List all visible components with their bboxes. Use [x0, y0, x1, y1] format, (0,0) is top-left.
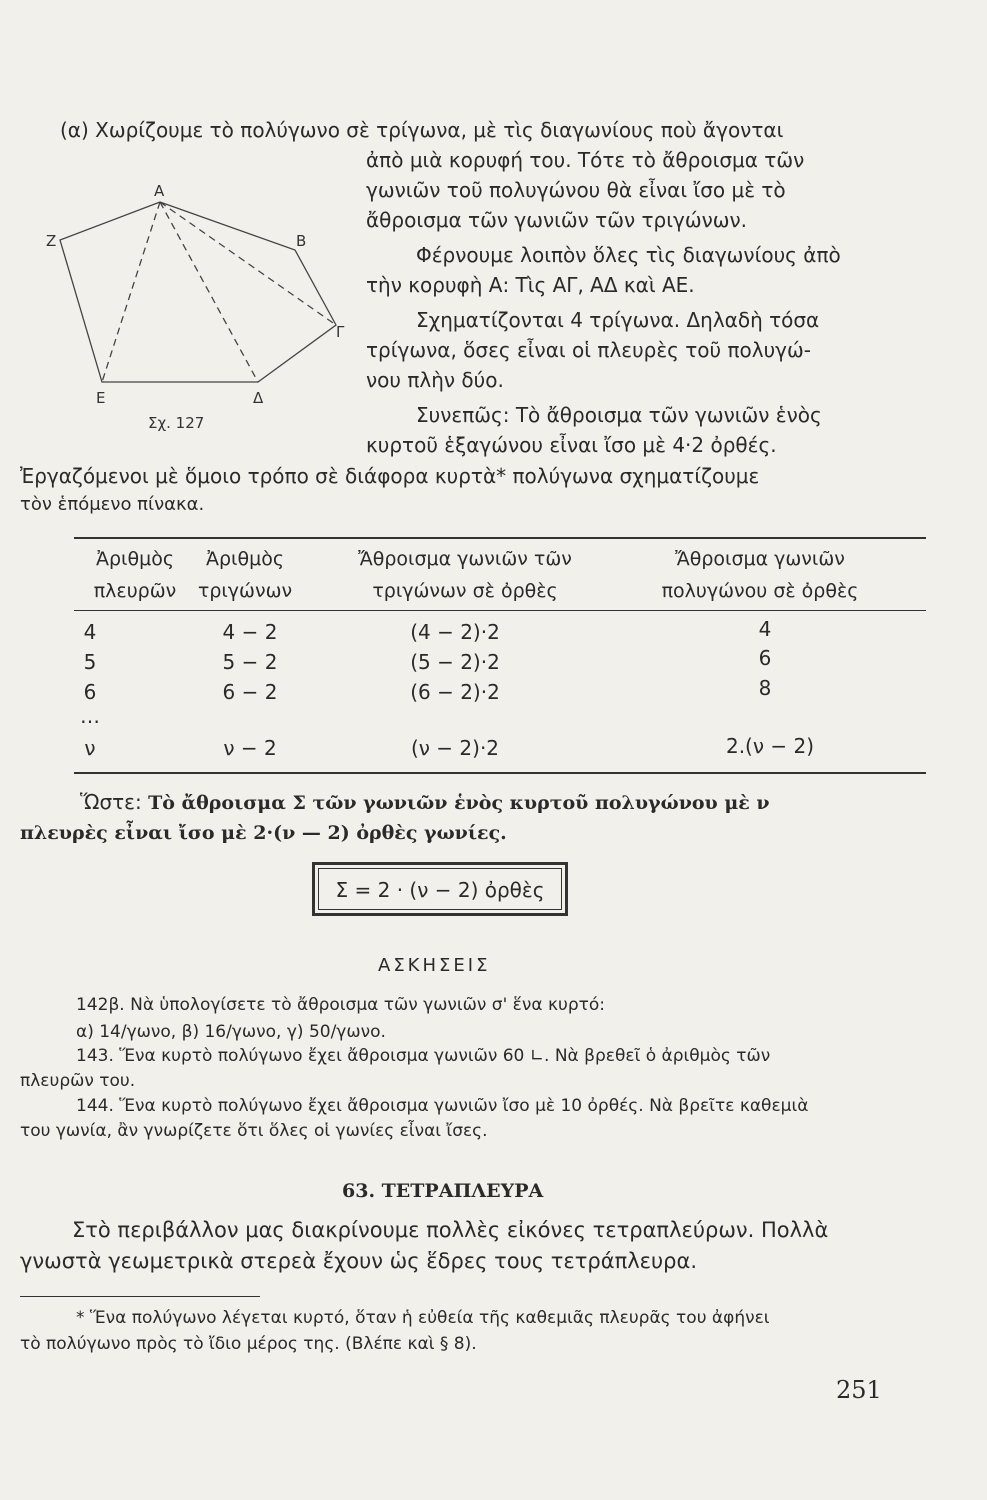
table-cell: 6 − 2	[222, 680, 278, 704]
intro-p4-line-2: κυρτοῦ ἑξαγώνου εἶναι ἴσο μὲ 4·2 ὀρθές.	[366, 433, 777, 457]
intro-line-1: (α) Χωρίζουμε τὸ πολύγωνο σὲ τρίγωνα, μὲ τὶς διαγωνίους ποὺ ἄγονται	[60, 118, 784, 142]
table-header-rule	[74, 610, 926, 611]
footnote-rule	[20, 1296, 260, 1297]
intro-p4-line-1: Συνεπῶς: Τὸ ἄθροισμα τῶν γωνιῶν ἑνὸς	[416, 403, 822, 427]
table-header-triangle-sum-l1: Ἄθροισμα γωνιῶν τῶν	[358, 548, 572, 570]
table-cell: 4 − 2	[222, 620, 278, 644]
table-cell: (6 − 2)·2	[410, 680, 500, 704]
hexagon-outline	[60, 202, 336, 382]
exercise-143-line-2: πλευρῶν του.	[20, 1071, 136, 1091]
vertex-label-B: Β	[296, 232, 307, 250]
table-header-polygon-sum-l2: πολυγώνου σὲ ὀρθὲς	[661, 580, 859, 602]
vertex-label-Z: Ζ	[46, 232, 57, 250]
table-top-rule	[74, 537, 926, 539]
table-cell: 6	[758, 646, 772, 670]
table-header-triangle-sum-l2: τριγώνων σὲ ὀρθὲς	[372, 580, 558, 602]
conclusion-line-1	[80, 790, 770, 815]
footnote-line-2: τὸ πολύγωνο πρὸς τὸ ἴδιο μέρος της. (Βλέπε καὶ § 8).	[20, 1334, 477, 1354]
footnote-line-1: * Ἕνα πολύγωνο λέγεται κυρτό, ὅταν ἡ εὐθεία τῆς καθεμιᾶς πλευρᾶς του ἀφήνει	[76, 1308, 770, 1328]
formula-box	[312, 862, 568, 916]
table-cell: ν − 2	[223, 736, 277, 760]
diagonal-AD	[160, 202, 258, 382]
intro-line-2: ἀπὸ μιὰ κορυφή του. Τότε τὸ ἄθροισμα τῶν	[366, 148, 805, 172]
conclusion-statement-1: Τὸ ἄθροισμα Σ τῶν γωνιῶν ἑνὸς κυρτοῦ πολυγώνου μὲ ν	[148, 792, 770, 814]
table-cell: 5 − 2	[222, 650, 278, 674]
intro-p5-line-2: τὸν ἑπόμενο πίνακα.	[20, 494, 205, 515]
hexagon-figure	[40, 170, 360, 440]
conclusion-prefix: Ὥστε:	[80, 790, 142, 814]
exercise-144-line-1: 144. Ἕνα κυρτὸ πολύγωνο ἔχει ἄθροισμα γωνιῶν ἴσο μὲ 10 ὀρθές. Νὰ βρεῖτε καθεμιὰ	[76, 1096, 809, 1116]
table-header-sides-l2: πλευρῶν	[93, 580, 177, 602]
table-cell: 4	[758, 617, 772, 641]
intro-line-3: γωνιῶν τοῦ πολυγώνου θὰ εἶναι ἴσο μὲ τὸ	[366, 178, 786, 202]
intro-p2-line-1: Φέρνουμε λοιπὸν ὅλες τὶς διαγωνίους ἀπὸ	[416, 243, 841, 267]
table-cell: 5	[83, 650, 97, 674]
exercises-title: ΑΣΚΗΣΕΙΣ	[378, 955, 491, 976]
exercise-144-line-2: του γωνία, ἂν γνωρίζετε ὅτι ὅλες οἱ γωνίες εἶναι ἴσες.	[20, 1121, 488, 1141]
vertex-label-G: Γ	[336, 323, 345, 341]
intro-p3-line-1: Σχηματίζονται 4 τρίγωνα. Δηλαδὴ τόσα	[416, 308, 820, 332]
table-header-polygon-sum-l1: Ἄθροισμα γωνιῶν	[675, 548, 845, 570]
table-cell: …	[80, 704, 100, 728]
figure-caption: Σχ. 127	[148, 414, 205, 432]
table-cell: ν	[84, 736, 96, 760]
table-cell: (ν − 2)·2	[410, 736, 500, 760]
exercise-142-line-1: 142β. Νὰ ὑπολογίσετε τὸ ἄθροισμα τῶν γωνιῶν σ' ἕνα κυρτό:	[76, 995, 605, 1015]
table-bottom-rule	[74, 772, 926, 774]
table-cell: (4 − 2)·2	[410, 620, 500, 644]
intro-line-4: ἄθροισμα τῶν γωνιῶν τῶν τριγώνων.	[366, 208, 748, 232]
intro-p5-line-1: Ἐργαζόμενοι μὲ ὅμοιο τρόπο σὲ διάφορα κυρτὰ* πολύγωνα σχηματίζουμε	[20, 464, 760, 488]
formula: Σ = 2 · (ν − 2) ὀρθὲς	[335, 878, 545, 902]
vertex-label-A: Α	[154, 182, 165, 200]
table-cell: 6	[83, 680, 97, 704]
table-header-sides-l1: Ἀριθμὸς	[96, 548, 174, 570]
conclusion-line-2: πλευρὲς εἶναι ἴσο μὲ 2·(ν — 2) ὀρθὲς γωνίες.	[20, 822, 507, 844]
vertex-label-D: Δ	[253, 389, 264, 407]
table-cell: 4	[83, 620, 97, 644]
section-line-1: Στὸ περιβάλλον μας διακρίνουμε πολλὲς εἰκόνες τετραπλεύρων. Πολλὰ	[72, 1218, 829, 1242]
table-cell: 2.(ν − 2)	[725, 734, 815, 758]
intro-p2-line-2: τὴν κορυφὴ Α: Τὶς ΑΓ, ΑΔ καὶ ΑΕ.	[366, 273, 695, 297]
table-cell: (5 − 2)·2	[410, 650, 500, 674]
table-header-triangles-l1: Ἀριθμὸς	[206, 548, 284, 570]
intro-p3-line-3: νου πλὴν δύο.	[366, 368, 504, 392]
diagonal-AG	[160, 202, 336, 325]
table-header-triangles-l2: τριγώνων	[197, 580, 293, 602]
vertex-label-E: Ε	[96, 389, 106, 407]
intro-p3-line-2: τρίγωνα, ὅσες εἶναι οἱ πλευρὲς τοῦ πολυγώ-	[366, 338, 811, 362]
table-cell: 8	[758, 676, 772, 700]
exercise-143-line-1: 143. Ἕνα κυρτὸ πολύγωνο ἔχει ἄθροισμα γωνιῶν 60 ∟. Νὰ βρεθεῖ ὁ ἀριθμὸς τῶν	[76, 1046, 771, 1066]
section-title: 63. ΤΕΤΡΑΠΛΕΥΡΑ	[342, 1180, 544, 1202]
page-number: 251	[836, 1376, 882, 1404]
exercise-142-line-2: α) 14/γωνο, β) 16/γωνο, γ) 50/γωνο.	[76, 1022, 386, 1042]
diagonal-AE	[102, 202, 160, 382]
section-line-2: γνωστὰ γεωμετρικὰ στερεὰ ἔχουν ὡς ἕδρες τους τετράπλευρα.	[20, 1249, 697, 1273]
